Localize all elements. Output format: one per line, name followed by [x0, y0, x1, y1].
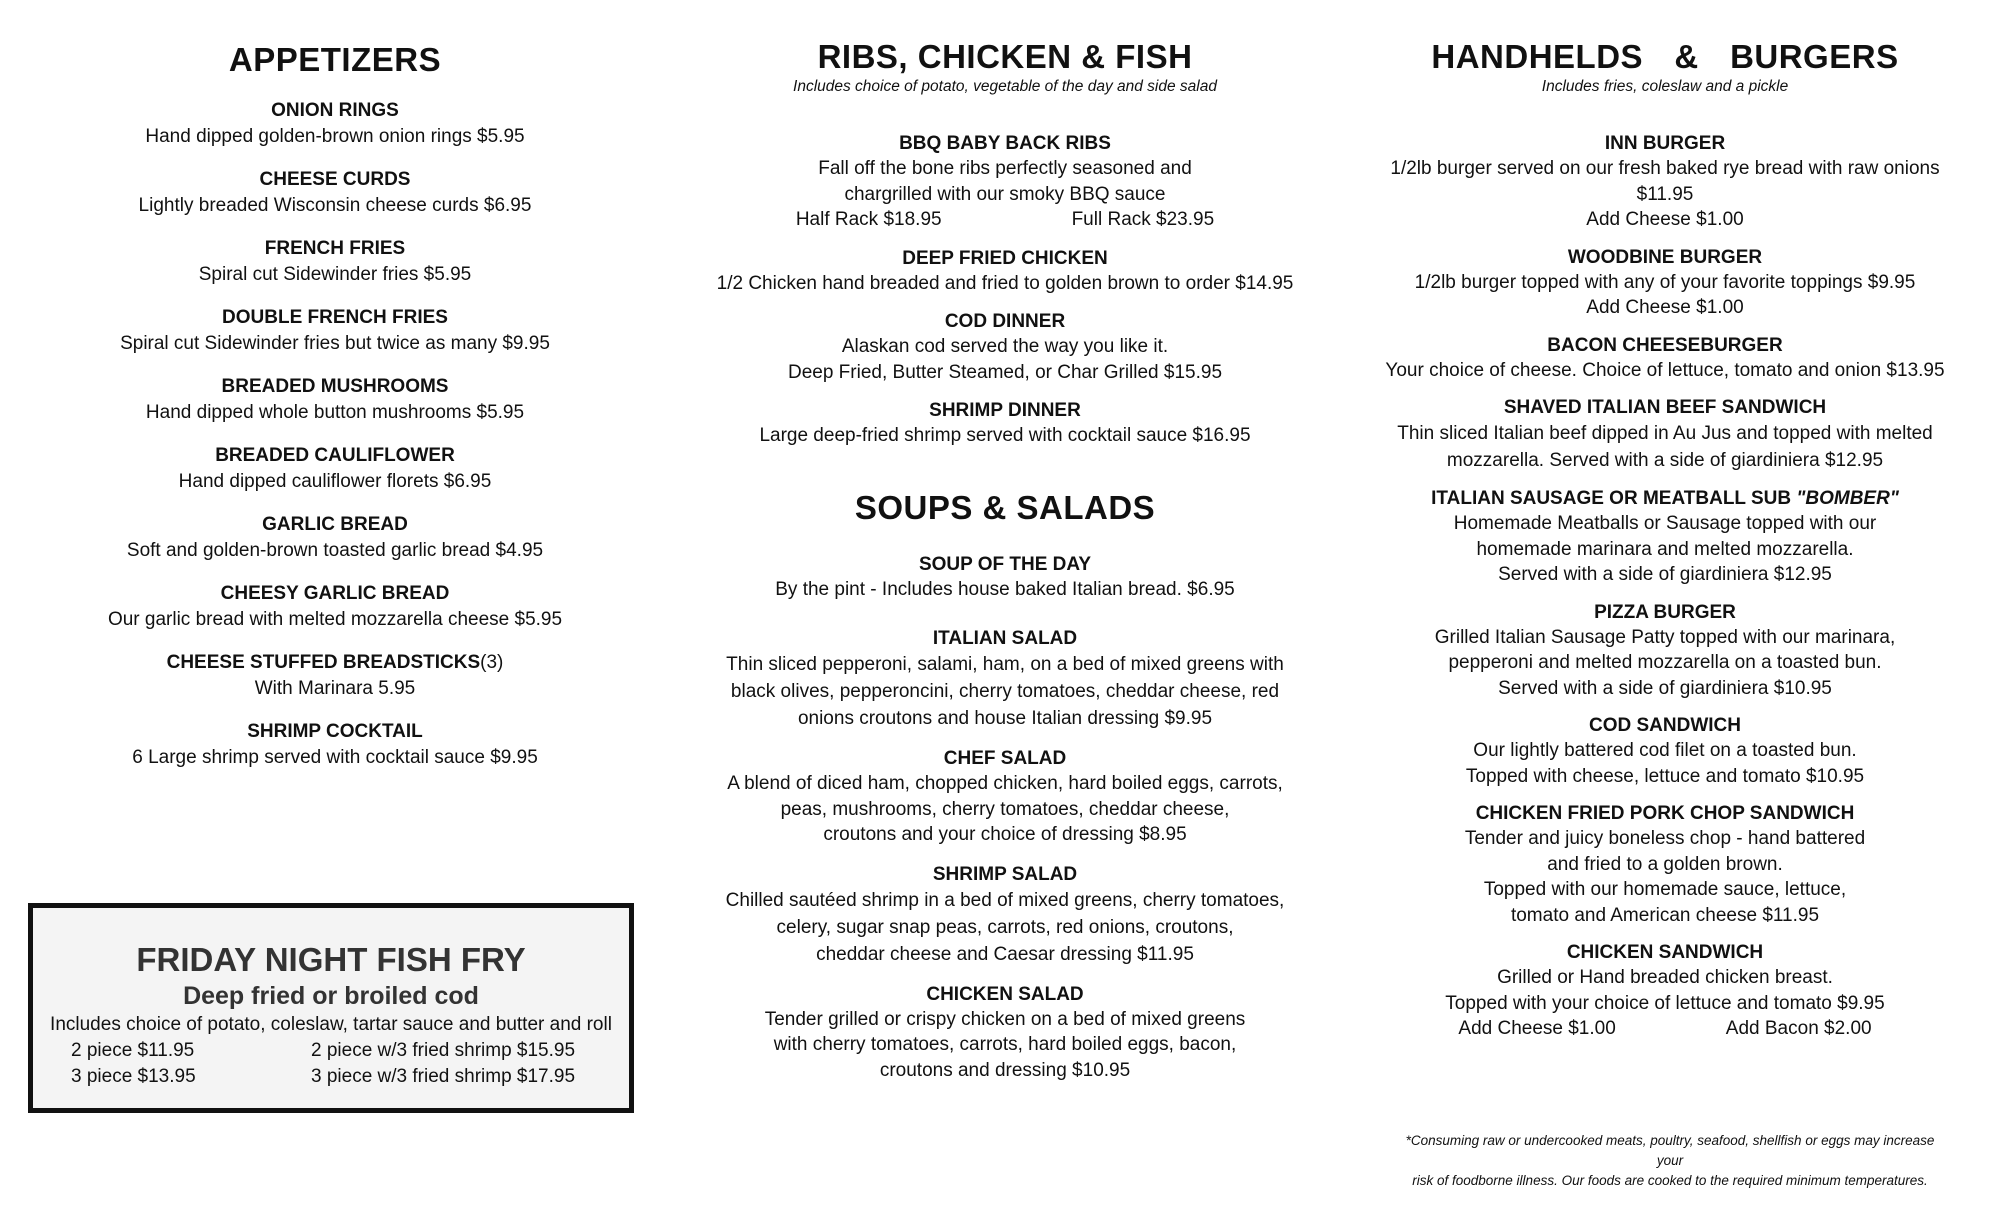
menu-item	[1360, 600, 1970, 702]
item-description: Homemade Meatballs or Sausage topped with our	[1453, 513, 1877, 534]
item-description: Spiral cut Sidewinder fries but twice as many $9.95	[120, 333, 550, 354]
item-name: DOUBLE FRENCH FRIES	[222, 307, 448, 328]
menu-item	[1360, 801, 1970, 928]
item-description: Chilled sautéed shrimp in a bed of mixed greens, cherry tomatoes,	[725, 889, 1285, 911]
full-rack-price: Full Rack $23.95	[1071, 209, 1215, 230]
item-description: and fried to a golden brown.	[1547, 853, 1783, 875]
item-description: peas, mushrooms, cherry tomatoes, cheddar cheese,	[780, 798, 1230, 820]
item-name-text: ITALIAN SAUSAGE OR MEATBALL SUB	[1431, 488, 1792, 509]
menu-item	[680, 309, 1330, 385]
item-description: Topped with our homemade sauce, lettuce,	[1483, 879, 1847, 900]
fish-fry-option: 3 piece w/3 fried shrimp $17.95	[311, 1066, 576, 1087]
fish-fry-box	[28, 903, 634, 1113]
item-description: Topped with your choice of lettuce and tomato $9.95	[1445, 992, 1885, 1014]
item-name: SHRIMP DINNER	[929, 400, 1081, 421]
item-description: Served with a side of giardiniera $10.95	[1498, 677, 1832, 699]
item-description: croutons and dressing $10.95	[879, 1059, 1131, 1081]
item-name: BACON CHEESEBURGER	[1547, 334, 1783, 356]
item-description: with cherry tomatoes, carrots, hard boiled eggs, bacon,	[773, 1034, 1237, 1055]
item-description: Thin sliced pepperoni, salami, ham, on a bed of mixed greens with	[726, 654, 1284, 675]
item-name: COD DINNER	[944, 311, 1066, 332]
handhelds-title: HANDHELDS & BURGERS	[1431, 38, 1899, 75]
ribs-subtitle: Includes choice of potato, vegetable of the day and side salad	[793, 78, 1217, 95]
item-description: homemade marinara and melted mozzarella.	[1476, 538, 1854, 560]
item-name: PIZZA BURGER	[1594, 601, 1736, 623]
menu-item	[1360, 333, 1970, 384]
menu-item	[1360, 713, 1970, 789]
item-name: ITALIAN SALAD	[932, 628, 1078, 649]
soups-list	[680, 552, 1330, 1084]
item-addon: Add Cheese $1.00	[1586, 297, 1744, 318]
item-description: cheddar cheese and Caesar dressing $11.95	[816, 943, 1194, 965]
item-description: black olives, pepperoncini, cherry tomatoes, cheddar cheese, red	[730, 681, 1280, 702]
item-description: Hand dipped whole button mushrooms $5.95	[145, 402, 525, 423]
item-description: Alaskan cod served the way you like it.	[841, 336, 1169, 357]
item-description: tomato and American cheese $11.95	[1510, 904, 1820, 926]
item-nickname: "BOMBER"	[1796, 488, 1899, 509]
soups-title: SOUPS & SALADS	[854, 488, 1156, 526]
ribs-soups-column	[680, 0, 1330, 1097]
fish-fry-subtitle: Deep fried or broiled cod	[183, 982, 479, 1010]
item-description: Topped with cheese, lettuce and tomato $10.95	[1465, 765, 1865, 787]
item-description: A blend of diced ham, chopped chicken, hard boiled eggs, carrots,	[727, 773, 1283, 794]
menu-item	[1360, 395, 1970, 474]
item-description: 1/2lb burger served on our fresh baked rye bread with raw onions	[1390, 158, 1940, 179]
handhelds-list	[1360, 131, 1970, 1042]
item-description: Tender grilled or crispy chicken on a bed of mixed greens	[764, 1008, 1246, 1030]
item-name	[1360, 486, 1970, 511]
item-name: CHICKEN SALAD	[926, 983, 1084, 1005]
half-rack-price: Half Rack $18.95	[795, 209, 942, 230]
handhelds-subtitle: Includes fries, coleslaw and a pickle	[1541, 78, 1789, 95]
fish-fry-includes: Includes choice of potato, coleslaw, tartar sauce and butter and roll	[50, 1014, 612, 1035]
item-description: croutons and your choice of dressing $8.95	[823, 824, 1187, 845]
menu-item	[40, 305, 630, 358]
item-name: FRENCH FRIES	[264, 238, 406, 259]
menu-item	[1360, 245, 1970, 321]
fish-fry-option: 3 piece $13.95	[71, 1066, 196, 1087]
item-name: SOUP OF THE DAY	[918, 553, 1092, 575]
item-addon: Add Cheese $1.00	[1586, 209, 1744, 230]
item-name-text: CHEESE STUFFED BREADSTICKS	[166, 652, 481, 673]
menu-item	[680, 982, 1330, 1084]
item-name: CHICKEN FRIED PORK CHOP SANDWICH	[1475, 803, 1855, 824]
menu-item	[1360, 486, 1970, 588]
item-description: Served with a side of giardiniera $12.95	[1498, 564, 1832, 585]
menu-item	[680, 552, 1330, 603]
item-description: pepperoni and melted mozzarella on a toasted bun.	[1448, 652, 1882, 673]
menu-item	[40, 512, 630, 565]
item-name: BREADED MUSHROOMS	[221, 376, 449, 397]
add-bacon-price: Add Bacon $2.00	[1725, 1018, 1872, 1039]
item-description: Fall off the bone ribs perfectly seasoned and	[818, 158, 1192, 179]
item-description: Hand dipped golden-brown onion rings $5.95	[145, 126, 525, 147]
appetizers-column	[40, 0, 630, 788]
menu-item	[40, 581, 630, 634]
item-description: Thin sliced Italian beef dipped in Au Jus and topped with melted	[1397, 423, 1933, 444]
item-description: Spiral cut Sidewinder fries $5.95	[198, 264, 472, 285]
menu-item	[680, 398, 1330, 449]
disclaimer-line: risk of foodborne illness. Our foods are cooked to the required minimum temperatures.	[1412, 1173, 1928, 1188]
handhelds-column	[1360, 0, 1970, 1054]
item-description: With Marinara 5.95	[254, 678, 416, 699]
menu-item	[1360, 131, 1970, 233]
fish-fry-option: 2 piece $11.95	[71, 1040, 195, 1061]
menu-item	[40, 719, 630, 772]
item-description: By the pint - Includes house baked Italian bread. $6.95	[775, 578, 1235, 600]
item-description: Hand dipped cauliflower florets $6.95	[178, 471, 492, 492]
item-name: SHAVED ITALIAN BEEF SANDWICH	[1503, 397, 1827, 418]
item-description: Tender and juicy boneless chop - hand battered	[1464, 828, 1866, 849]
item-name: DEEP FRIED CHICKEN	[902, 247, 1108, 269]
menu-item	[680, 746, 1330, 848]
item-price: $11.95	[1636, 183, 1694, 205]
item-name: WOODBINE BURGER	[1567, 246, 1763, 268]
item-description: 1/2 Chicken hand breaded and fried to golden brown to order $14.95	[716, 272, 1294, 294]
menu-item	[40, 650, 630, 703]
menu-item	[40, 98, 630, 151]
item-name: COD SANDWICH	[1589, 715, 1741, 736]
item-description: 6 Large shrimp served with cocktail sauce $9.95	[132, 747, 538, 768]
fish-fry-options	[33, 1038, 629, 1090]
menu-item	[40, 443, 630, 496]
item-name: SHRIMP COCKTAIL	[247, 721, 423, 742]
fish-fry-title: FRIDAY NIGHT FISH FRY	[136, 941, 526, 978]
ribs-list	[680, 131, 1330, 449]
item-description: Grilled or Hand breaded chicken breast.	[1497, 967, 1833, 988]
menu-item	[40, 167, 630, 220]
item-description: Large deep-fried shrimp served with cocktail sauce $16.95	[759, 425, 1251, 446]
item-name: GARLIC BREAD	[262, 514, 408, 535]
item-name: ONION RINGS	[271, 100, 399, 121]
item-name: CHEESY GARLIC BREAD	[220, 583, 450, 604]
item-description: 1/2lb burger topped with any of your favorite toppings $9.95	[1414, 271, 1916, 293]
item-description: Our garlic bread with melted mozzarella cheese $5.95	[107, 609, 563, 630]
menu-item	[680, 131, 1330, 233]
item-description: onions croutons and house Italian dressing $9.95	[797, 708, 1213, 729]
foodborne-disclaimer	[1400, 1131, 1940, 1191]
item-description: celery, sugar snap peas, carrots, red onions, croutons,	[776, 916, 1234, 938]
item-description: mozzarella. Served with a side of giardiniera $12.95	[1446, 450, 1884, 471]
item-addons	[1360, 1016, 1970, 1042]
item-name: BBQ BABY BACK RIBS	[899, 133, 1111, 154]
item-name: SHRIMP SALAD	[932, 863, 1078, 885]
item-name: CHEESE CURDS	[259, 169, 411, 190]
appetizers-list	[40, 98, 630, 772]
item-name: INN BURGER	[1604, 133, 1726, 154]
menu-item	[680, 862, 1330, 968]
menu-item	[40, 236, 630, 289]
item-description: Soft and golden-brown toasted garlic bread $4.95	[126, 540, 544, 561]
item-description: Your choice of cheese. Choice of lettuce, tomato and onion $13.95	[1385, 359, 1945, 381]
menu-item	[680, 626, 1330, 732]
ribs-title: RIBS, CHICKEN & FISH	[817, 38, 1193, 75]
item-description: Grilled Italian Sausage Patty topped with our marinara,	[1434, 626, 1896, 648]
disclaimer-line: *Consuming raw or undercooked meats, poultry, seafood, shellfish or eggs may increase your	[1405, 1133, 1935, 1168]
item-description: Deep Fried, Butter Steamed, or Char Grilled $15.95	[787, 361, 1223, 383]
item-description: chargrilled with our smoky BBQ sauce	[844, 183, 1166, 205]
add-cheese-price: Add Cheese $1.00	[1458, 1018, 1616, 1039]
item-description: Our lightly battered cod filet on a toasted bun.	[1473, 740, 1857, 761]
fish-fry-option: 2 piece w/3 fried shrimp $15.95	[311, 1040, 576, 1061]
item-quantity: (3)	[480, 652, 504, 673]
rack-prices	[680, 207, 1330, 233]
item-name: CHEF SALAD	[943, 748, 1067, 769]
appetizers-title: APPETIZERS	[228, 41, 442, 78]
item-description: Lightly breaded Wisconsin cheese curds $6.95	[138, 195, 532, 216]
menu-item	[1360, 940, 1970, 1042]
menu-item	[40, 374, 630, 427]
menu-item	[680, 246, 1330, 297]
item-name: BREADED CAULIFLOWER	[215, 445, 455, 466]
item-name	[40, 650, 630, 675]
item-name: CHICKEN SANDWICH	[1566, 942, 1764, 963]
